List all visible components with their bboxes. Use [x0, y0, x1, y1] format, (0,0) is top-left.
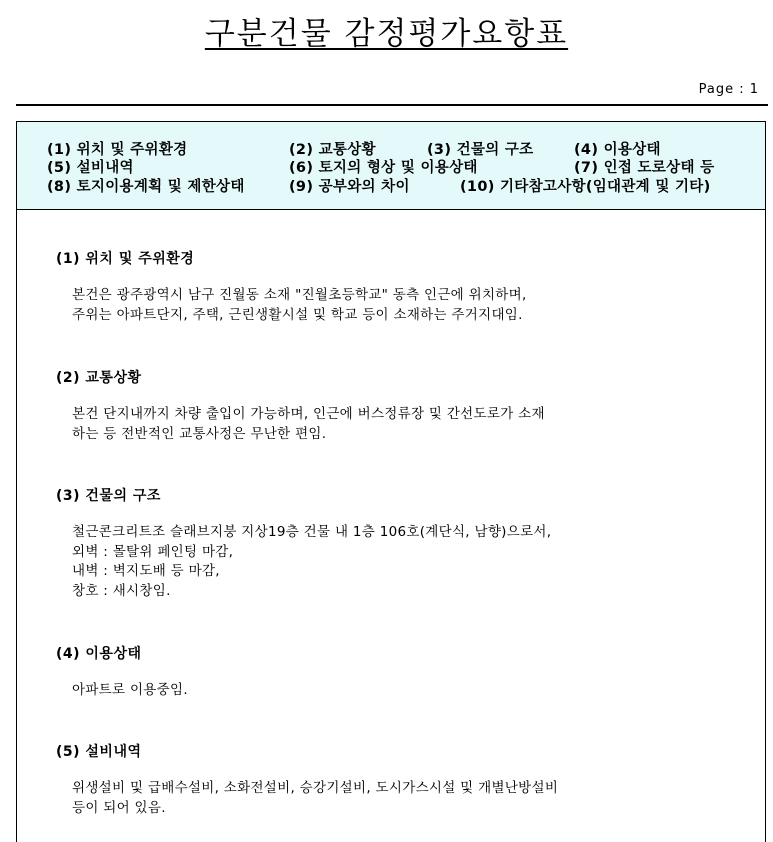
toc-item-8: (8) 토지이용계획 및 제한상태 — [47, 179, 245, 195]
page-number: Page : 1 — [698, 82, 759, 97]
table-of-contents — [17, 122, 765, 210]
body-line: 아파트로 이용중임. — [72, 682, 188, 698]
body-line: 창호 : 새시창임. — [72, 582, 171, 599]
document-title — [0, 14, 773, 54]
section-facilities — [56, 741, 716, 818]
section-heading: (1) 위치 및 주위환경 — [56, 251, 195, 267]
body-line: 등이 되어 있음. — [72, 799, 166, 816]
section-structure — [56, 485, 716, 601]
body-line: 본건 단지내까지 차량 출입이 가능하며, 인근에 버스정류장 및 간선도로가 소재 — [72, 406, 545, 422]
toc-item-9: (9) 공부와의 차이 — [289, 179, 410, 195]
section-body — [72, 523, 716, 601]
body-line: 하는 등 전반적인 교통사정은 무난한 편임. — [72, 425, 327, 442]
section-location — [56, 248, 716, 325]
toc-item-4: (4) 이용상태 — [574, 142, 661, 158]
body-line: 본건은 광주광역시 남구 진월동 소재 "진월초등학교" 동측 인근에 위치하며, — [72, 287, 527, 303]
section-body — [72, 405, 716, 444]
body-line: 주위는 아파트단지, 주택, 근린생활시설 및 학교 등이 소재하는 주거지대임. — [72, 306, 523, 323]
section-traffic — [56, 367, 716, 444]
title-text: 구분건물 감정평가요항표 — [204, 16, 569, 52]
header-rule — [16, 104, 768, 106]
content-frame — [16, 121, 766, 842]
section-heading: (4) 이용상태 — [56, 646, 142, 662]
body-line: 외벽 : 몰탈위 페인팅 마감, — [72, 543, 234, 560]
toc-item-10: (10) 기타참고사항(임대관계 및 기타) — [460, 179, 711, 195]
toc-item-5: (5) 설비내역 — [47, 160, 134, 176]
section-heading: (3) 건물의 구조 — [56, 488, 161, 504]
section-heading: (2) 교통상황 — [56, 370, 142, 386]
section-body — [72, 286, 716, 325]
section-body — [72, 681, 716, 701]
toc-item-3: (3) 건물의 구조 — [427, 142, 534, 158]
body-line: 내벽 : 벽지도배 등 마감, — [72, 563, 220, 579]
toc-item-1: (1) 위치 및 주위환경 — [47, 142, 188, 158]
toc-item-2: (2) 교통상황 — [289, 142, 376, 158]
section-body — [72, 779, 716, 818]
toc-item-7: (7) 인접 도로상태 등 — [574, 160, 715, 176]
toc-item-6: (6) 토지의 형상 및 이용상태 — [289, 160, 478, 176]
section-usage — [56, 643, 716, 701]
section-heading: (5) 설비내역 — [56, 744, 142, 760]
body-line: 위생설비 및 급배수설비, 소화전설비, 승강기설비, 도시가스시설 및 개별난방설비 — [72, 780, 559, 796]
body-line: 철근콘크리트조 슬래브지붕 지상19층 건물 내 1층 106호(계단식, 남향)으로서, — [72, 524, 552, 540]
